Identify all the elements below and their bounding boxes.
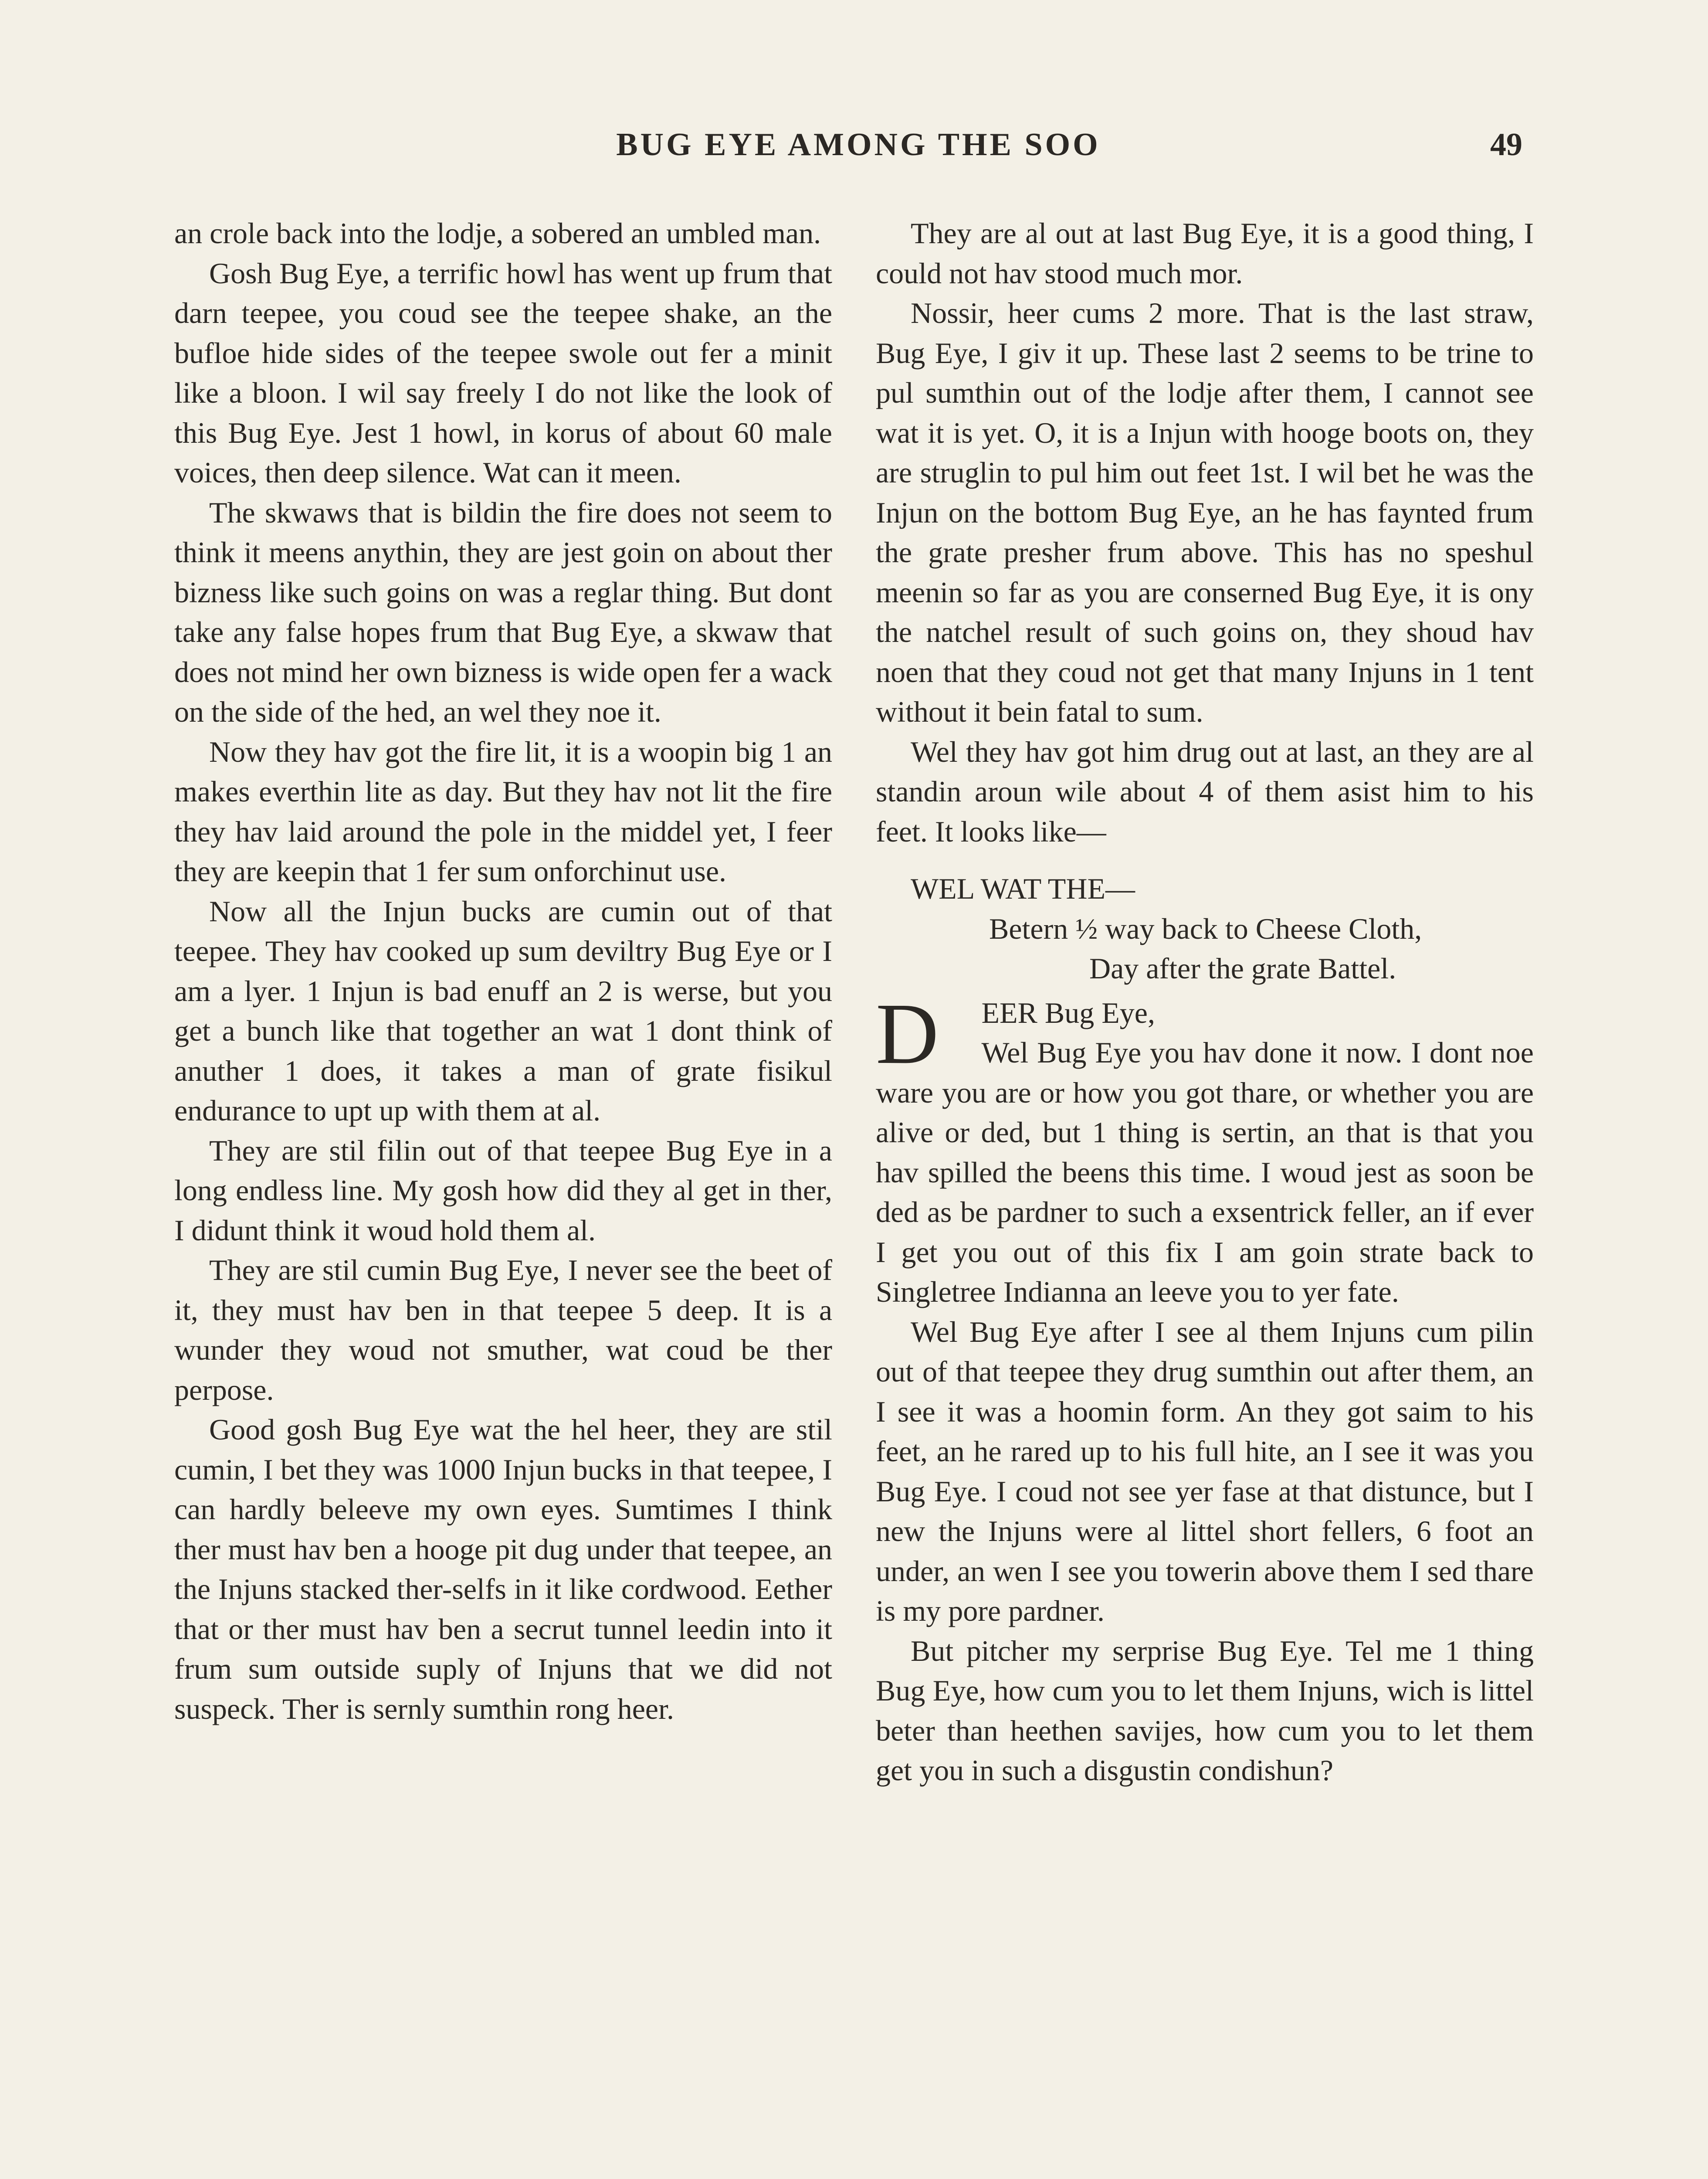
drop-cap: D (876, 985, 939, 1082)
paragraph: Wel Bug Eye you hav done it now. I dont noe ware you are or how you got thare, or whether you are alive or ded, but 1 thing is sertin, an that is that you hav spilled the beens this time. I woud jest as soon be ded as be pardner to such a exsentrick feller, an if ever I get you out of this fix I am goin strate back to Singletree Indianna an leeve you to yer fate. (876, 1036, 1534, 1308)
paragraph: Nossir, heer cums 2 more. That is the last straw, Bug Eye, I giv it up. These last 2 seems to be trine to pul sumthin out of the lodje after them, I cannot see wat it is yet. O, it is a Injun with hooge boots on, they are struglin to pul him out feet 1st. I wil bet he was the Injun on the bottom Bug Eye, an he has faynted frum the grate presher frum above. This has no speshul meenin so far as you are conserned Bug Eye, it is ony the natchel result of such goins on, they shoud hav noen that they coud not get that many Injuns in 1 tent without it bein fatal to sum. (876, 296, 1534, 728)
right-column (876, 214, 1534, 1791)
paragraph: They are al out at last Bug Eye, it is a good thing, I could not hav stood much mor. (876, 217, 1534, 290)
paragraph: But pitcher my serprise Bug Eye. Tel me 1 thing Bug Eye, how cum you to let them Injuns, wich is littel beter than heethen savijes, how cum you to let them get you in such a disgustin condishun? (876, 1634, 1534, 1787)
letter-dateline-second: Day after the grate Battel. (1089, 952, 1396, 985)
paragraph: They are stil cumin Bug Eye, I never see the beet of it, they must hav ben in that teepee 5 deep. It is a wunder they woud not smuther, wat coud be ther perpose. (174, 1253, 832, 1406)
paragraph: Now all the Injun bucks are cumin out of that teepee. They hav cooked up sum deviltry Bug Eye or I am a lyer. 1 Injun is bad enuff an 2 is werse, but you get a bunch like that together an wat 1 dont think of anuther 1 does, it takes a man of grate fisikul endurance to upt up with them at al. (174, 894, 832, 1127)
page-title: BUG EYE AMONG THE SOO (616, 127, 1101, 163)
exclamation-line: WEL WAT THE— (911, 872, 1135, 905)
paragraph: Now they hav got the fire lit, it is a woopin big 1 an makes everthin lite as day. But they hav not lit the fire they hav laid around the pole in the middel yet, I feer they are keepin that 1 fer sum onforchinut use. (174, 735, 832, 888)
paragraph: Wel Bug Eye after I see al them Injuns cum pilin out of that teepee they drug sumthin out after them, an I see it was a hoomin form. An they got saim to his feet, an he rared up to his full hite, an I see it was you Bug Eye. I coud not see yer fase at that distunce, but I new the Injuns were al littel short fellers, 6 foot an under, an wen I see you towerin above them I sed thare is my pore pardner. (876, 1315, 1534, 1627)
paragraph: Wel they hav got him drug out at last, an they are al standin aroun wile about 4 of them asist him to his feet. It looks like— (876, 735, 1534, 848)
paragraph: Gosh Bug Eye, a terrific howl has went up frum that darn teepee, you coud see the teepee shake, an the bufloe hide sides of the teepee swole out fer a minit like a bloon. I wil say freely I do not like the look of this Bug Eye. Jest 1 howl, in korus of about 60 male voices, then deep silence. Wat can it meen. (174, 256, 832, 489)
paragraph: Good gosh Bug Eye wat the hel heer, they are stil cumin, I bet they was 1000 Injun bucks in that teepee, I can hardly beleeve my own eyes. Sumtimes I think ther must hav ben a hooge pit dug under that teepee, an the Injuns stacked ther-selfs in it like cordwood. Eether that or ther must hav ben a secrut tunnel leedin into it frum sum outside suply of Injuns that we did not suspeck. Ther is sernly sumthin rong heer. (174, 1413, 832, 1725)
paragraph: an crole back into the lodje, a sobered an umbled man. (174, 217, 821, 250)
running-head (0, 126, 1708, 179)
paragraph: The skwaws that is bildin the fire does not seem to think it meens anythin, they are jest goin on about ther bizness like such goins on was a reglar thing. But dont take any false hopes frum that Bug Eye, a skwaw that does not mind her own bizness is wide open fer a wack on the side of the hed, an wel they noe it. (174, 496, 832, 728)
left-column (174, 214, 832, 1729)
salutation: EER Bug Eye, (981, 996, 1155, 1029)
page-number: 49 (1490, 127, 1522, 163)
paragraph: They are stil filin out of that teepee Bug Eye in a long endless line. My gosh how did they al get in ther, I didunt think it woud hold them al. (174, 1134, 832, 1247)
letter-dateline: Betern ½ way back to Cheese Cloth, (989, 912, 1422, 945)
letter-opening (876, 985, 1534, 1312)
